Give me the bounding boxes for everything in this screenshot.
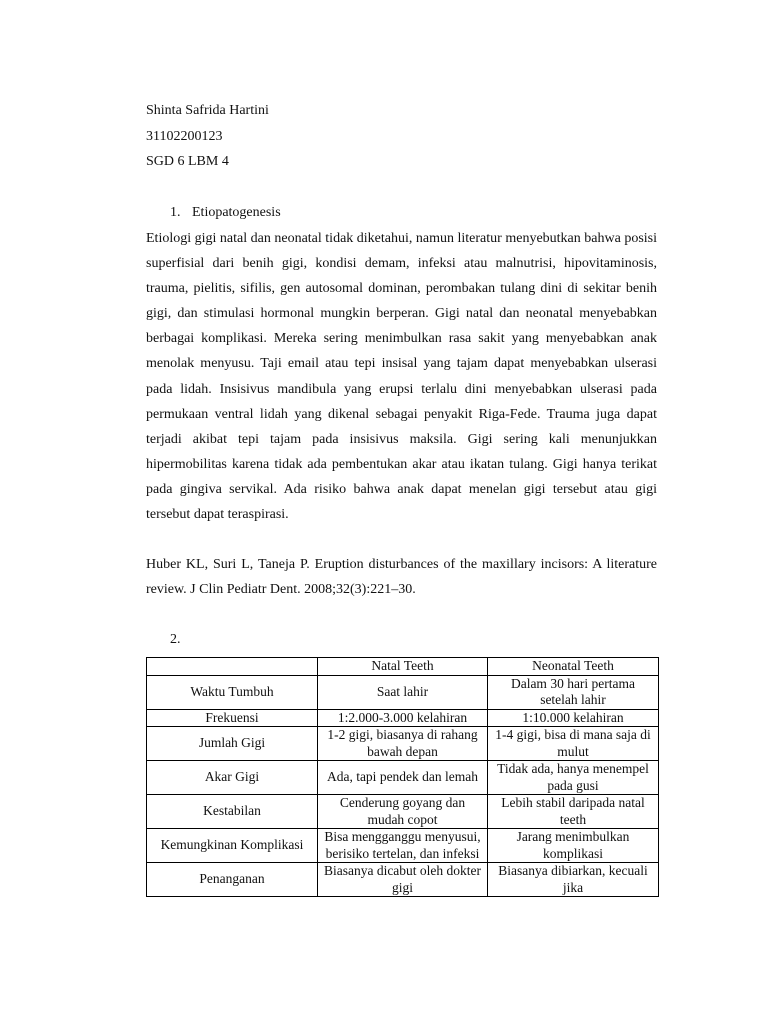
- table-cell-label: Jumlah Gigi: [147, 727, 318, 761]
- table-cell: Biasanya dicabut oleh dokter gigi: [318, 863, 488, 897]
- group-label: SGD 6 LBM 4: [146, 154, 229, 169]
- table-cell-label: Waktu Tumbuh: [147, 675, 318, 709]
- table-cell: Dalam 30 hari pertama setelah lahir: [488, 675, 659, 709]
- table-cell-label: Kemungkinan Komplikasi: [147, 829, 318, 863]
- table-cell: 1:2.000-3.000 kelahiran: [318, 709, 488, 727]
- section-1-number: 1.: [170, 205, 181, 220]
- table-cell: Lebih stabil daripada natal teeth: [488, 795, 659, 829]
- table-row: [147, 829, 659, 863]
- table-cell: 1-4 gigi, bisa di mana saja di mulut: [488, 727, 659, 761]
- table-row: [147, 709, 659, 727]
- table-cell-label: Akar Gigi: [147, 761, 318, 795]
- table-cell: 1:10.000 kelahiran: [488, 709, 659, 727]
- author-name: Shinta Safrida Hartini: [146, 103, 269, 118]
- table-cell: Bisa mengganggu menyusui, berisiko tertelan, dan infeksi: [318, 829, 488, 863]
- table-cell: 1-2 gigi, biasanya di rahang bawah depan: [318, 727, 488, 761]
- table-cell: Jarang menimbulkan komplikasi: [488, 829, 659, 863]
- table-header-cell: Neonatal Teeth: [488, 658, 659, 676]
- comparison-table: [146, 657, 659, 897]
- table-row: [147, 795, 659, 829]
- table-cell: Ada, tapi pendek dan lemah: [318, 761, 488, 795]
- section-1-title: Etiopatogenesis: [192, 205, 281, 220]
- section-1-heading: [170, 205, 281, 221]
- reference-citation: Huber KL, Suri L, Taneja P. Eruption disturbances of the maxillary incisors: A literature review. J Clin Pediatr Dent. 2008;32(3):221–30.: [146, 557, 657, 597]
- table-header-cell: Natal Teeth: [318, 658, 488, 676]
- table-cell-label: Kestabilan: [147, 795, 318, 829]
- table-row: [147, 727, 659, 761]
- table-row: [147, 761, 659, 795]
- table-cell-label: Frekuensi: [147, 709, 318, 727]
- table-cell: Biasanya dibiarkan, kecuali jika: [488, 863, 659, 897]
- table-cell: Cenderung goyang dan mudah copot: [318, 795, 488, 829]
- student-id: 31102200123: [146, 129, 223, 144]
- table-header-cell: [147, 658, 318, 676]
- section-1-paragraph: Etiologi gigi natal dan neonatal tidak diketahui, namun literatur menyebutkan bahwa posisi superfisial dari benih gigi, kondisi demam, infeksi atau malnutrisi, hipovitaminosis, trauma, pielitis, sifilis, gen autosomal dominan, perombakan tulang dini di sekitar benih gigi, dan stimulasi hormonal mungkin berperan. Gigi natal dan neonatal menyebabkan berbagai komplikasi. Mereka sering menimbulkan rasa sakit yang menyebabkan anak menolak menyusu. Taji email atau tepi insisal yang tajam dapat menyebabkan ulserasi pada lidah. Insisivus mandibula yang erupsi terlalu dini menyebabkan ulserasi pada permukaan ventral lidah yang dikenal sebagai penyakit Riga-Fede. Trauma juga dapat terjadi akibat tepi tajam pada insisivus maksila. Gigi sering kali menunjukkan hipermobilitas karena tidak ada pembentukan akar atau ikatan tulang. Gigi hanya terikat pada gingiva servikal. Ada risiko bahwa anak dapat menelan gigi tersebut atau gigi tersebut dapat teraspirasi.: [146, 231, 657, 523]
- table-cell-label: Penanganan: [147, 863, 318, 897]
- table-row: [147, 675, 659, 709]
- table-header-row: [147, 658, 659, 676]
- table-cell: Tidak ada, hanya menempel pada gusi: [488, 761, 659, 795]
- table-cell: Saat lahir: [318, 675, 488, 709]
- section-2-number: 2.: [170, 632, 181, 647]
- table-row: [147, 863, 659, 897]
